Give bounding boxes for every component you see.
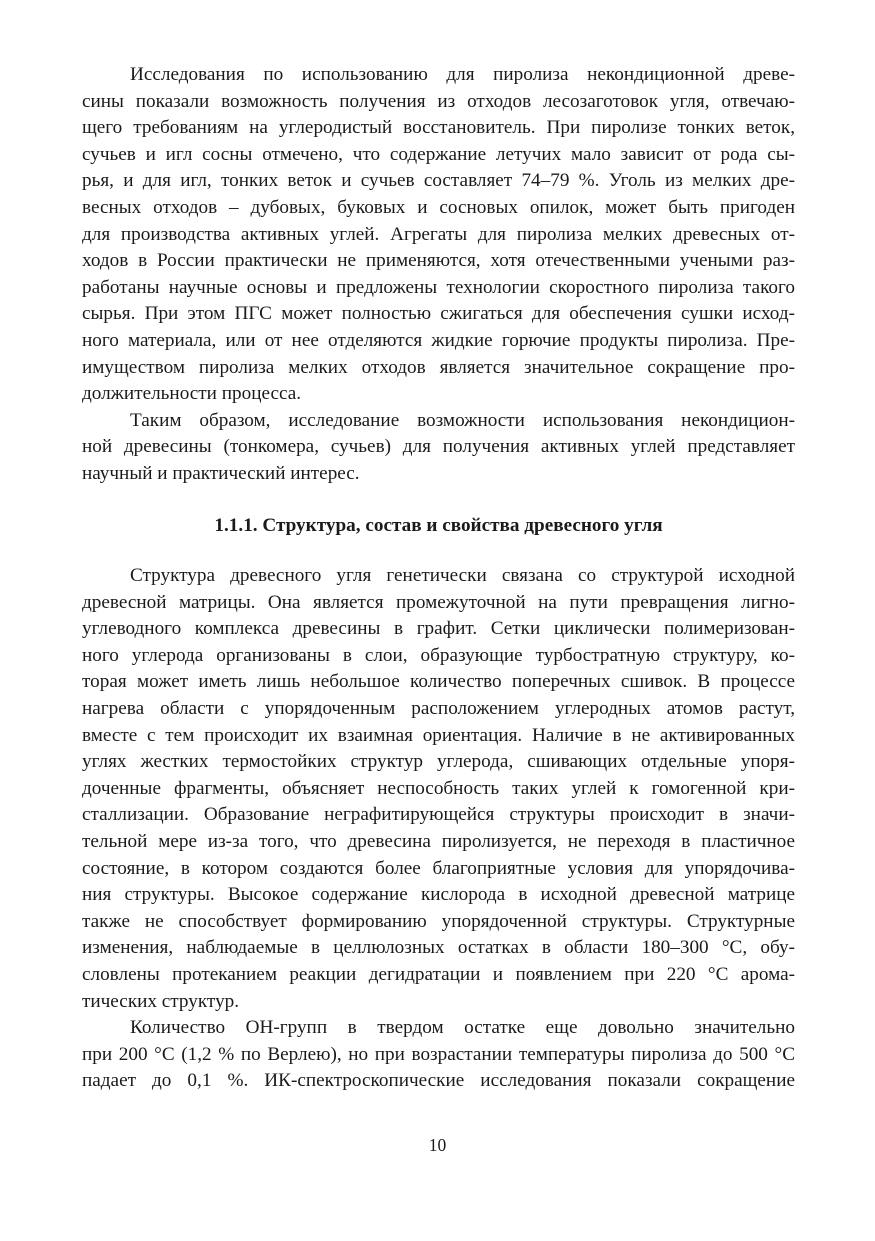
text-line: имуществом пиролиза мелких отходов является значительное сокращение про- — [82, 356, 795, 378]
text-line: сталлизации. Образование неграфитирующейся структуры происходит в значи- — [82, 804, 795, 826]
text-line: нагрева области с упорядоченным расположением углеродных атомов растут, — [82, 698, 795, 720]
text-line: Количество ОН-групп в твердом остатке еще довольно значительно — [130, 1017, 795, 1039]
paragraph-4 — [82, 1015, 795, 1095]
text-line: сины показали возможность получения из отходов лесозаготовок угля, отвечаю- — [82, 90, 795, 112]
text-line: ния структуры. Высокое содержание кислорода в исходной древесной матрице — [82, 884, 795, 906]
text-line: при 200 °С (1,2 % по Верлею), но при возрастании температуры пиролиза до 500 °С — [82, 1043, 795, 1065]
page-number: 10 — [428, 1135, 447, 1155]
paragraph-2 — [82, 408, 795, 488]
text-line: доченные фрагменты, объясняет неспособность таких углей к гомогенной кри- — [82, 777, 795, 799]
text-line: весных отходов – дубовых, буковых и сосновых опилок, может быть пригоден — [82, 196, 795, 218]
paragraph-3 — [82, 563, 795, 1015]
text-line: состояние, в котором создаются более благоприятные условия для упорядочива- — [82, 857, 795, 879]
section-heading: 1.1.1. Структура, состав и свойства древесного угля — [214, 514, 663, 536]
text-line: древесной матрицы. Она является промежуточной на пути превращения лигно- — [82, 591, 795, 613]
text-line: научный и практический интерес. — [82, 462, 360, 484]
text-line: также не способствует формированию упорядоченной структуры. Структурные — [82, 910, 795, 932]
text-line: углях жестких термостойких структур углерода, сшивающих отдельные упоря- — [82, 751, 795, 773]
text-line: Структура древесного угля генетически связана со структурой исходной — [130, 565, 795, 587]
text-line: Исследования по использованию для пиролиза некондиционной древе- — [130, 64, 795, 85]
text-line: ной древесины (тонкомера, сучьев) для получения активных углей представляет — [82, 436, 795, 458]
text-line: ного углерода организованы в слои, образующие турбостратную структуру, ко- — [82, 644, 795, 666]
text-line: тельной мере из-за того, что древесина пиролизуется, не переходя в пластичное — [82, 831, 795, 853]
text-line: ного материала, или от нее отделяются жидкие горючие продукты пиролиза. Пре- — [82, 329, 795, 351]
text-line: словлены протеканием реакции дегидратации и появлением при 220 °С арома- — [82, 964, 795, 985]
text-line: ходов в России практически не применяются, хотя отечественными учеными раз- — [82, 250, 795, 272]
text-line: работаны научные основы и предложены технологии скоростного пиролиза такого — [82, 276, 795, 298]
text-line: падает до 0,1 %. ИК-спектроскопические исследования показали сокращение — [82, 1070, 795, 1092]
text-line: Таким образом, исследование возможности использования некондицион- — [130, 409, 795, 431]
text-line: торая может иметь лишь небольшое количество поперечных сшивок. В процессе — [82, 671, 795, 693]
text-line: щего требованиям на углеродистый восстановитель. При пиролизе тонких веток, — [82, 117, 795, 139]
text-line: сырья. При этом ПГС может полностью сжигаться для обеспечения сушки исход- — [82, 303, 795, 325]
text-line: для производства активных углей. Агрегаты для пиролиза мелких древесных от- — [82, 223, 795, 245]
text-line: изменения, наблюдаемые в целлюлозных остатках в области 180–300 °С, обу- — [82, 937, 795, 959]
text-line: должительности процесса. — [82, 383, 302, 405]
paragraph-1 — [82, 62, 795, 408]
text-line: вместе с тем происходит их взаимная ориентация. Наличие в не активированных — [82, 724, 795, 746]
text-line: рья, и для игл, тонких веток и сучьев составляет 74–79 %. Уголь из мелких дре- — [82, 170, 795, 192]
text-line: сучьев и игл сосны отмечено, что содержание летучих мало зависит от рода сы- — [82, 143, 795, 165]
text-line: углеводного комплекса древесины в графит. Сетки циклически полимеризован- — [82, 618, 795, 640]
page-body — [82, 62, 795, 1095]
text-line: тических структур. — [82, 990, 240, 1012]
